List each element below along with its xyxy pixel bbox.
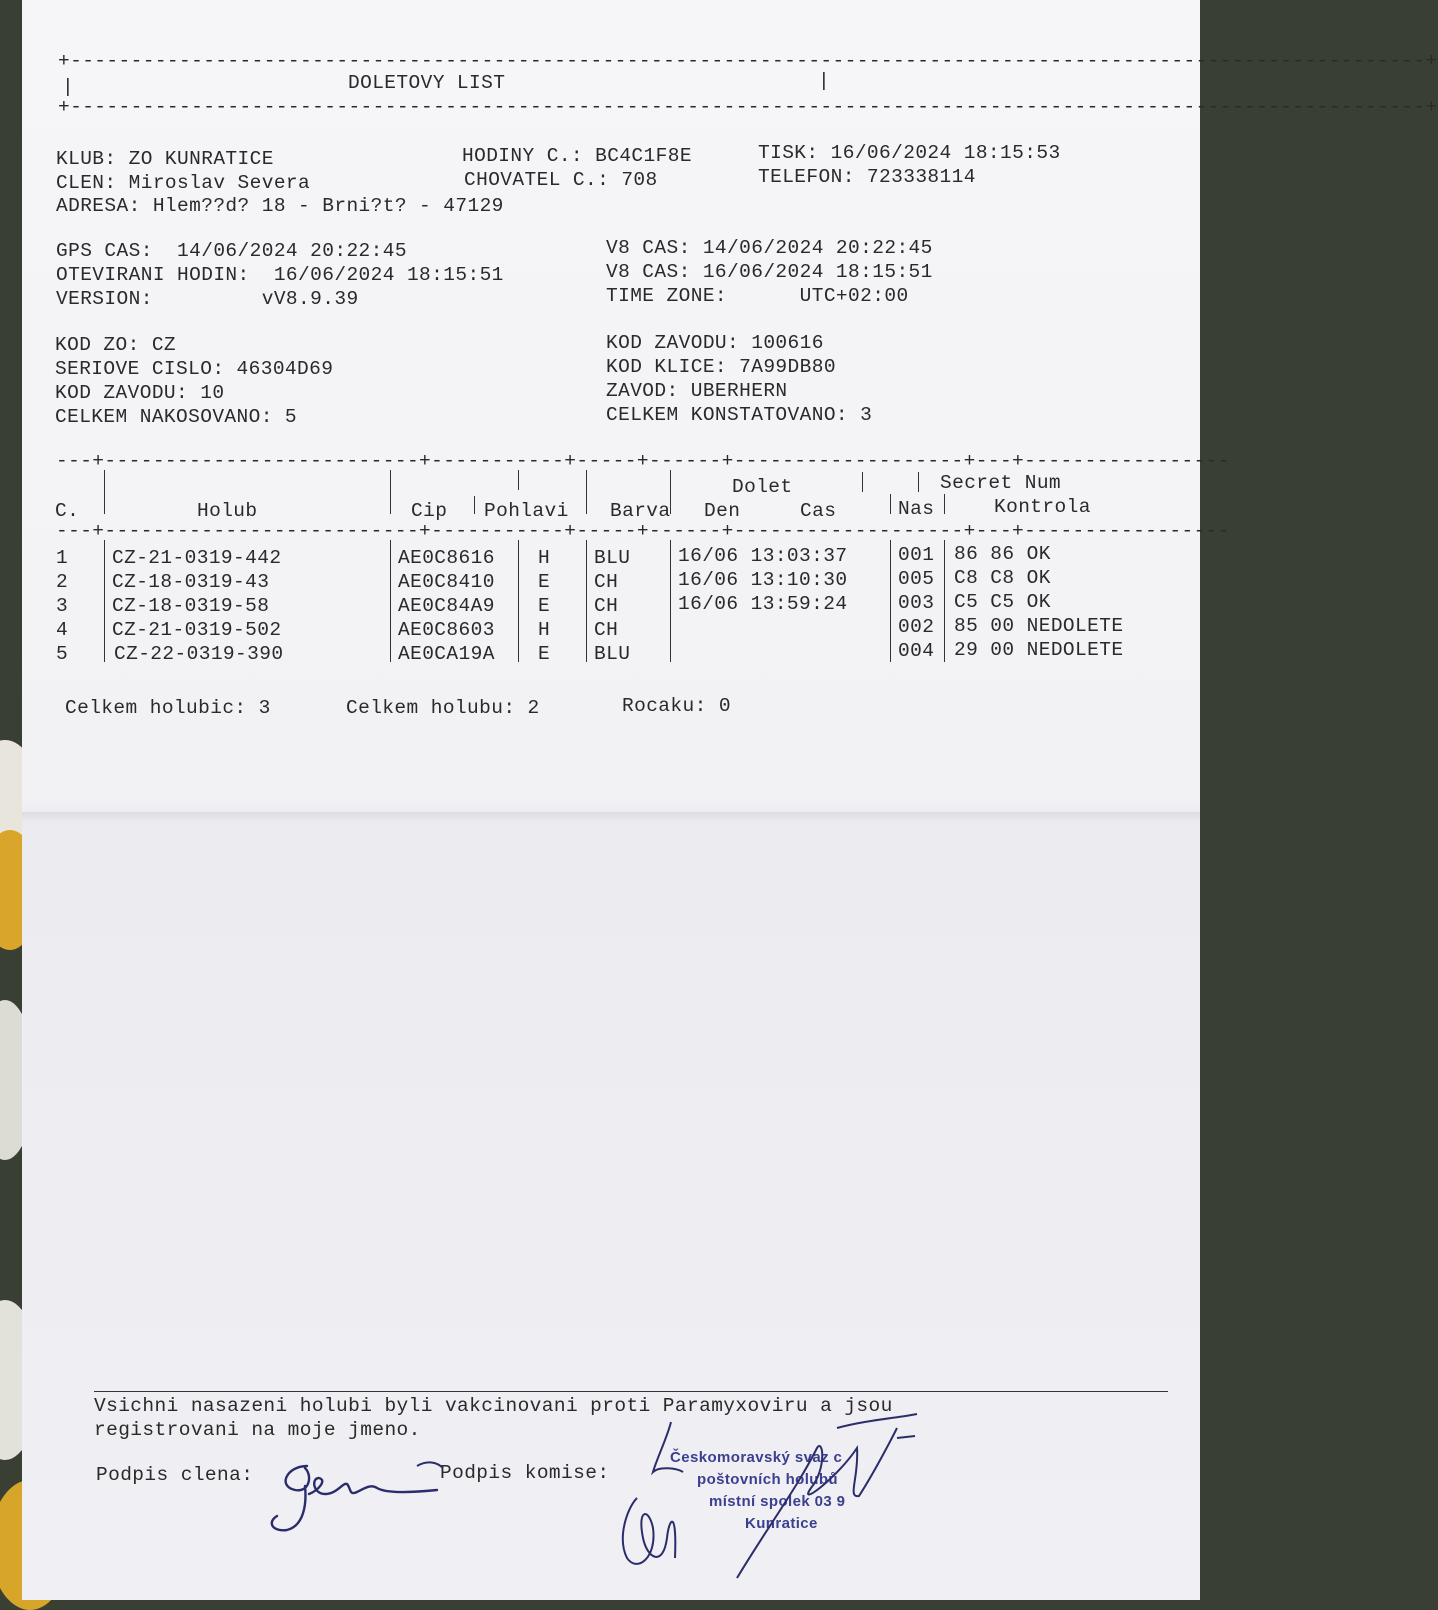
column-separator: [586, 540, 587, 662]
tisk-field: TISK: 16/06/2024 18:15:53: [758, 142, 1061, 164]
celkem-konstatovano-field: CELKEM KONSTATOVANO: 3: [606, 404, 873, 426]
stamp-line-1: Českomoravský svaz c: [670, 1449, 843, 1466]
telefon-field: TELEFON: 723338114: [758, 166, 976, 188]
cell-dolet: 16/06 13:59:24: [678, 593, 848, 615]
cell-nas: 004: [898, 640, 935, 662]
cell-pohlavi: H: [538, 547, 551, 569]
cell-cip: AE0C84A9: [398, 595, 495, 617]
cell-cip: AE0C8616: [398, 547, 495, 569]
document-title: DOLETOVY LIST: [348, 72, 506, 94]
title-border-bottom: +----------------------------------------------------------------------------------------------------------------+: [58, 96, 1438, 118]
column-separator: [390, 540, 391, 662]
cell-cip: AE0C8603: [398, 619, 495, 641]
cell-c: 1: [56, 547, 69, 569]
hodiny-field: HODINY C.: BC4C1F8E: [462, 145, 692, 167]
seriove-cislo-field: SERIOVE CISLO: 46304D69: [55, 358, 334, 380]
cell-c: 4: [56, 619, 69, 641]
stamp-line-4: Kunratice: [745, 1515, 818, 1532]
celkem-holubu: Celkem holubu: 2: [346, 697, 540, 719]
column-separator: [474, 496, 475, 514]
cell-holub: CZ-21-0319-502: [112, 619, 282, 641]
column-separator: [670, 470, 671, 514]
stamp-line-2: poštovních holubů: [697, 1471, 838, 1488]
cell-holub: CZ-21-0319-442: [112, 547, 282, 569]
cell-kontrola: 85 00 NEDOLETE: [954, 615, 1124, 637]
column-separator: [518, 540, 519, 662]
header-barva: Barva: [610, 500, 671, 522]
member-signature: [247, 1456, 457, 1536]
column-separator: [586, 470, 587, 514]
cell-nas: 001: [898, 544, 935, 566]
cell-pohlavi: H: [538, 619, 551, 641]
cell-pohlavi: E: [538, 571, 551, 593]
column-separator: [918, 472, 919, 492]
column-separator: [944, 540, 945, 662]
klub-field: KLUB: ZO KUNRATICE: [56, 148, 274, 170]
title-border-right: |: [818, 70, 831, 92]
column-separator: [862, 472, 863, 492]
header-c: C.: [55, 500, 80, 522]
column-separator: [944, 494, 945, 514]
gps-cas-field: GPS CAS: 14/06/2024 20:22:45: [56, 240, 407, 262]
cell-kontrola: 29 00 NEDOLETE: [954, 639, 1124, 661]
rocaku: Rocaku: 0: [622, 695, 731, 717]
cell-nas: 003: [898, 592, 935, 614]
header-pohlavi: Pohlavi: [484, 500, 569, 522]
header-secret-num: Secret Num: [940, 472, 1062, 494]
column-separator: [518, 470, 519, 490]
kod-zavodu-field: KOD ZAVODU: 10: [55, 382, 225, 404]
v8-cas-field: V8 CAS: 16/06/2024 18:15:51: [606, 261, 933, 283]
cell-barva: CH: [594, 595, 619, 617]
doletovy-list-sheet: [22, 0, 1438, 1600]
header-cas: Cas: [800, 500, 837, 522]
table-header-separator: ---+--------------------------+-----------+-----+------+-------------------+---+-----------------: [56, 520, 1230, 542]
commission-signature: [597, 1408, 927, 1588]
cell-nas: 005: [898, 568, 935, 590]
header-dolet: Dolet: [732, 476, 793, 498]
cell-pohlavi: E: [538, 595, 551, 617]
celkem-holubic: Celkem holubic: 3: [65, 697, 271, 719]
cell-dolet: 16/06 13:03:37: [678, 545, 848, 567]
table-border-top: ---+--------------------------+-----------+-----+------+-------------------+---+-----------------: [56, 450, 1230, 472]
header-den: Den: [704, 500, 741, 522]
header-nas: Nas: [898, 498, 935, 520]
stamp-line-3: místní spolek 03 9: [709, 1493, 846, 1510]
column-separator: [890, 540, 891, 662]
cell-barva: BLU: [594, 547, 631, 569]
v8-cas-field: V8 CAS: 14/06/2024 20:22:45: [606, 237, 933, 259]
cell-cip: AE0CA19A: [398, 643, 495, 665]
title-border-left: |: [62, 76, 75, 98]
cell-c: 2: [56, 571, 69, 593]
cell-barva: BLU: [594, 643, 631, 665]
column-separator: [104, 470, 105, 514]
podpis-komise-label: Podpis komise:: [440, 1462, 610, 1484]
cell-c: 5: [56, 643, 69, 665]
kod-zo-field: KOD ZO: CZ: [55, 334, 177, 356]
cell-barva: CH: [594, 619, 619, 641]
cell-holub: CZ-18-0319-43: [112, 571, 270, 593]
adresa-field: ADRESA: Hlem??d? 18 - Brni?t? - 47129: [56, 195, 504, 217]
kod-klice-field: KOD KLICE: 7A99DB80: [606, 356, 836, 378]
cell-holub: CZ-22-0319-390: [114, 643, 284, 665]
header-holub: Holub: [197, 500, 258, 522]
cell-kontrola: C5 C5 OK: [954, 591, 1051, 613]
cell-nas: 002: [898, 616, 935, 638]
column-separator: [890, 494, 891, 514]
chovatel-field: CHOVATEL C.: 708: [464, 169, 658, 191]
header-kontrola: Kontrola: [994, 496, 1091, 518]
cell-cip: AE0C8410: [398, 571, 495, 593]
otevirani-hodin-field: OTEVIRANI HODIN: 16/06/2024 18:15:51: [56, 264, 504, 286]
podpis-clena-label: Podpis clena:: [96, 1464, 254, 1486]
paper-fold: [22, 812, 1200, 822]
declaration-line-1: Vsichni nasazeni holubi byli vakcinovani proti Paramyxoviru a jsou: [94, 1395, 893, 1417]
cell-c: 3: [56, 595, 69, 617]
title-border-top: +----------------------------------------------------------------------------------------------------------------+: [58, 50, 1438, 72]
version-field: VERSION: vV8.9.39: [56, 288, 359, 310]
cell-barva: CH: [594, 571, 619, 593]
celkem-nakosovano-field: CELKEM NAKOSOVANO: 5: [55, 406, 298, 428]
column-separator: [390, 470, 391, 514]
cell-kontrola: 86 86 OK: [954, 543, 1051, 565]
declaration-line-2: registrovani na moje jmeno.: [94, 1419, 421, 1441]
cell-kontrola: C8 C8 OK: [954, 567, 1051, 589]
cell-dolet: 16/06 13:10:30: [678, 569, 848, 591]
column-separator: [670, 540, 671, 662]
cell-holub: CZ-18-0319-58: [112, 595, 270, 617]
time-zone-field: TIME ZONE: UTC+02:00: [606, 285, 909, 307]
kod-zavodu-field: KOD ZAVODU: 100616: [606, 332, 824, 354]
clen-field: CLEN: Miroslav Severa: [56, 172, 311, 194]
zavod-field: ZAVOD: UBERHERN: [606, 380, 788, 402]
header-cip: Cip: [411, 500, 448, 522]
footer-rule: [94, 1391, 1168, 1392]
column-separator: [104, 540, 105, 662]
cell-pohlavi: E: [538, 643, 551, 665]
